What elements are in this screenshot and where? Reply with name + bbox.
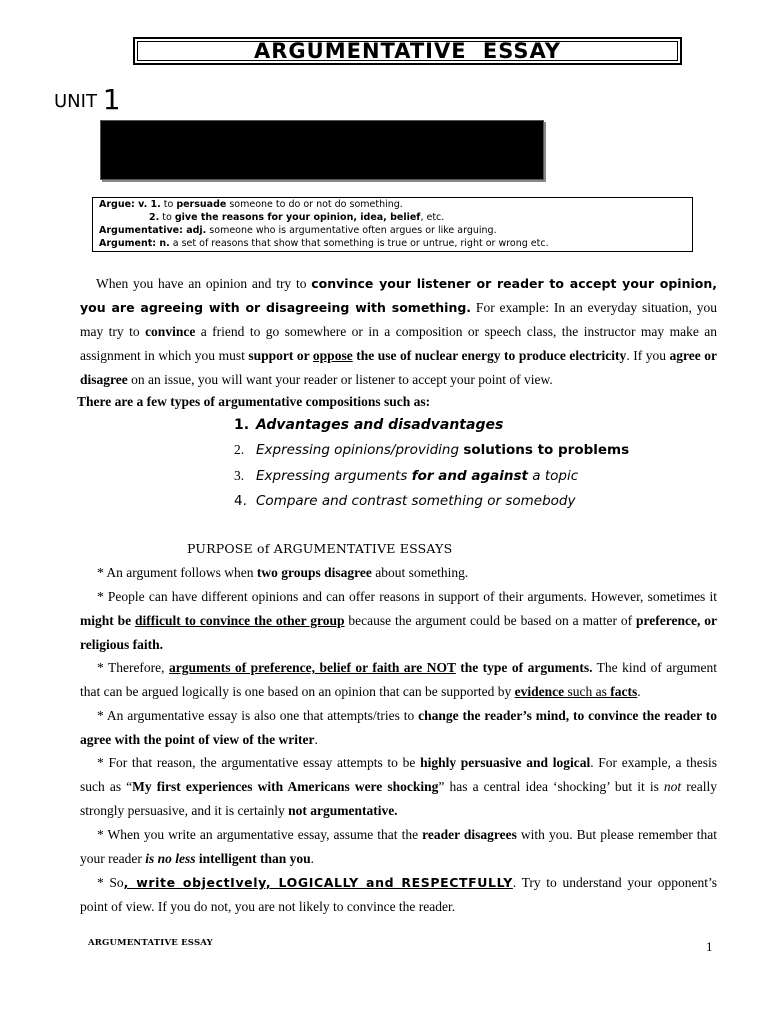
text-run: difficult to convince the other group: [135, 613, 345, 628]
text-run: about something.: [371, 565, 469, 580]
text-run: .: [637, 684, 641, 699]
purpose-paragraph: [80, 871, 717, 919]
text-run: reader disagrees: [422, 827, 517, 842]
item-number: 4.: [234, 493, 247, 509]
text-run: .: [314, 732, 318, 747]
text-run: convince your listener or reader to accept your opinion, you are agreeing with or disagreeing with something.: [80, 276, 717, 315]
intro-paragraph: [80, 272, 717, 392]
text-run: , write objectIvely, LOGICALLY and RESPECTFULLY: [123, 875, 513, 890]
definition-head: 2.: [149, 212, 160, 223]
text-run: really strongly persuasive, and it is certainly: [80, 779, 718, 818]
definition-row: [99, 198, 686, 211]
text-run: oppose: [312, 348, 353, 363]
item-number: 3.: [234, 468, 245, 483]
text-run: For example: In an everyday situation, you may try to: [80, 300, 717, 339]
item-number: 2.: [234, 442, 245, 457]
text-run: not: [663, 779, 682, 794]
text-run: arguments of preference, belief or faith are NOT: [169, 660, 456, 675]
definition-row: [99, 224, 686, 237]
definition-head: Argument: n.: [99, 238, 170, 249]
purpose-paragraph: [80, 823, 717, 871]
text-run: ” has a central idea ‘shocking’ but it is: [438, 779, 664, 794]
text-run: * So: [97, 875, 124, 890]
text-run: change the reader’s mind: [418, 708, 566, 723]
footer-title: ARGUMENTATIVE ESSAY: [88, 938, 213, 948]
text-run: * When you write an argumentative essay, assume that the: [97, 827, 423, 842]
purpose-paragraph: [80, 656, 717, 704]
item-text: a topic: [527, 468, 579, 484]
type-item: [234, 493, 576, 509]
text-run: the type of arguments.: [455, 660, 593, 675]
text-run: intelligent than you: [195, 851, 311, 866]
item-emphasis: for and against: [411, 468, 528, 484]
page-title: ARGUMENTATIVE ESSAY: [254, 39, 561, 63]
definition-text: a set of reasons that show that something is true or untrue, right or wrong etc.: [169, 238, 549, 249]
definition-text: to: [162, 212, 175, 223]
text-run: The kind of argument that can be argued logically is one based on an opinion that can be supported by: [80, 660, 718, 699]
definition-head: Argumentative: adj.: [99, 225, 207, 236]
purpose-paragraph: [80, 585, 717, 657]
definition-text: someone who is argumentative often argues or like arguing.: [206, 225, 497, 236]
definition-text: , etc.: [420, 212, 445, 223]
unit-label: [54, 83, 121, 116]
text-run: . Try to understand your opponent’s point of view. If you do not, you are not likely to convince the reader.: [80, 875, 717, 914]
text-run: two groups disagree: [256, 565, 372, 580]
text-run: because the argument could be based on a matter of: [344, 613, 637, 628]
text-run: is no less: [145, 851, 196, 866]
text-run: evidence: [514, 684, 565, 699]
definition-head: Argue: v. 1.: [99, 199, 161, 210]
redacted-block: [100, 120, 544, 180]
text-run: My first experiences with Americans were shocking: [132, 779, 439, 794]
type-item: [234, 442, 629, 458]
text-run: preference, or religious faith.: [80, 613, 717, 652]
text-run: agree or disagree: [80, 348, 717, 387]
purpose-paragraph: [80, 751, 717, 823]
text-run: the use of nuclear energy to produce electricity: [352, 348, 627, 363]
text-run: * People can have different opinions and can offer reasons in support of their arguments. However, sometimes it: [97, 589, 717, 604]
item-text: Compare and contrast something or somebody: [256, 493, 576, 509]
text-run: such as: [564, 684, 611, 699]
text-run: facts: [610, 684, 638, 699]
text-run: highly persuasive and logical: [420, 755, 591, 770]
definition-row: [99, 211, 686, 224]
item-text: Expressing arguments: [256, 468, 412, 484]
text-run: convince: [145, 324, 196, 339]
text-run: on an issue, you will want your reader or listener to accept your point of view.: [127, 372, 553, 387]
text-run: .: [310, 851, 314, 866]
definition-text: to: [163, 199, 177, 210]
type-item: [234, 417, 503, 433]
item-number: 1.: [234, 417, 250, 433]
text-run: . If you: [626, 348, 670, 363]
definitions-box: [92, 197, 693, 252]
text-run: * For that reason, the argumentative essay attempts to be: [97, 755, 421, 770]
purpose-paragraph: [80, 561, 717, 585]
text-run: not argumentative.: [288, 803, 398, 818]
purpose-paragraph: [80, 704, 717, 752]
definition-emphasis: give the reasons for your opinion, idea, belief: [174, 212, 421, 223]
item-text: Advantages and disadvantages: [256, 417, 504, 433]
types-heading: There are a few types of argumentative compositions such as:: [77, 394, 431, 409]
type-item: [234, 468, 578, 484]
unit-text: UNIT: [54, 91, 97, 112]
text-run: , to convince the reader to agree with the point of view of the writer: [80, 708, 717, 747]
item-emphasis: solutions to problems: [463, 442, 630, 458]
definition-emphasis: persuade: [176, 199, 227, 210]
text-run: * Therefore,: [97, 660, 169, 675]
text-run: with you. But please remember that your reader: [80, 827, 717, 866]
text-run: * An argument follows when: [97, 565, 257, 580]
definition-row: [99, 237, 686, 250]
purpose-heading: PURPOSE of ARGUMENTATIVE ESSAYS: [187, 541, 453, 556]
text-run: might be: [80, 613, 136, 628]
page-number: 1: [706, 939, 713, 954]
text-run: a friend to go somewhere or in a composition or speech class, the instructor may make an assignment in which you must: [80, 324, 717, 363]
text-run: support or: [248, 348, 313, 363]
unit-number: 1: [102, 83, 121, 116]
text-run: * An argumentative essay is also one that attempts/tries to: [97, 708, 419, 723]
text-run: . For example, a thesis such as “: [80, 755, 718, 794]
text-run: When you have an opinion and try to: [96, 276, 312, 291]
definition-text: someone to do or not do something.: [226, 199, 403, 210]
item-text: Expressing opinions/providing: [256, 442, 464, 458]
